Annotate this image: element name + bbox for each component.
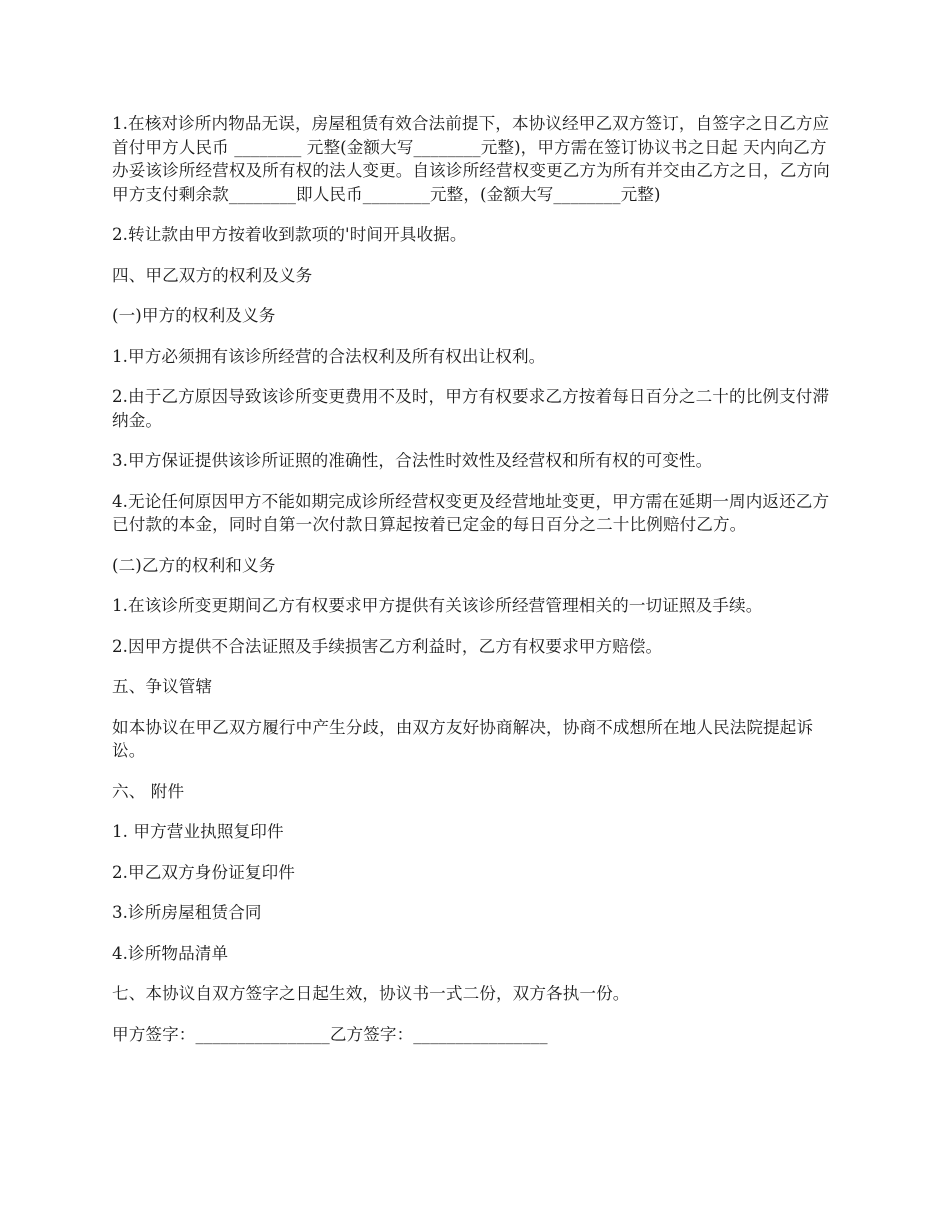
party-a-clause-1: 1.甲方必须拥有该诊所经营的合法权利及所有权出让权利。 bbox=[112, 346, 546, 366]
party-b-clause-2: 2.因甲方提供不合法证照及手续损害乙方利益时，乙方有权要求甲方赔偿。 bbox=[112, 636, 663, 656]
subsection-heading-party-a: (一)甲方的权利及义务 bbox=[112, 306, 276, 325]
party-a-clause-3: 3.甲方保证提供该诊所证照的准确性，合法性时效性及经营权和所有权的可变性。 bbox=[112, 451, 713, 470]
party-a-clause-4: 4.无论任何原因甲方不能如期完成诊所经营权变更及经营地址变更，甲方需在延期一周内返还乙方已付款的本金，同时自第一次付款日算起按着已定金的每日百分之二十比例赔付乙方。 bbox=[112, 491, 830, 534]
signature-line: 甲方签字：________________乙方签字：________________ bbox=[112, 1024, 548, 1044]
subsection-heading-party-b: (二)乙方的权利和义务 bbox=[112, 555, 276, 575]
section-effective-clause: 七、本协议自双方签字之日起生效，协议书一式二份，双方各执一份。 bbox=[112, 984, 630, 1003]
dispute-clause: 如本协议在甲乙双方履行中产生分歧，由双方友好协商解决，协商不成想所在地人民法院提起诉讼。 bbox=[112, 717, 814, 760]
document-body bbox=[112, 112, 840, 1063]
attachment-item-1: 1. 甲方营业执照复印件 bbox=[112, 822, 284, 841]
party-b-clause-1: 1.在该诊所变更期间乙方有权要求甲方提供有关该诊所经营管理相关的一切证照及手续。 bbox=[112, 596, 763, 615]
clause-receipt: 2.转让款由甲方按着收到款项的'时间开具收据。 bbox=[112, 225, 467, 244]
section-heading-attachments: 六、 附件 bbox=[112, 781, 185, 801]
attachment-item-4: 4.诊所物品清单 bbox=[112, 943, 229, 963]
section-heading-rights: 四、甲乙双方的权利及义务 bbox=[112, 265, 313, 285]
clause-payment-terms: 1.在核对诊所内物品无误，房屋租赁有效合法前提下，本协议经甲乙双方签订，自签字之日乙方应首付甲方人民币 ________ 元整(金额大写________元整)，甲方需在签订协议书之日起 天内向乙方办妥该诊所经营权及所有权的法人变更。自该诊所经营权变更乙方为所有并交由乙方之日，乙方向甲方支付剩余款________即人民币________元整，(金额大写________元整) bbox=[112, 114, 830, 204]
section-heading-dispute: 五、争议管辖 bbox=[112, 677, 213, 696]
party-a-clause-2: 2.由于乙方原因导致该诊所变更费用不及时，甲方有权要求乙方按着每日百分之二十的比例支付滞纳金。 bbox=[112, 387, 830, 430]
attachment-item-3: 3.诊所房屋租赁合同 bbox=[112, 903, 262, 922]
attachment-item-2: 2.甲乙双方身份证复印件 bbox=[112, 862, 295, 882]
